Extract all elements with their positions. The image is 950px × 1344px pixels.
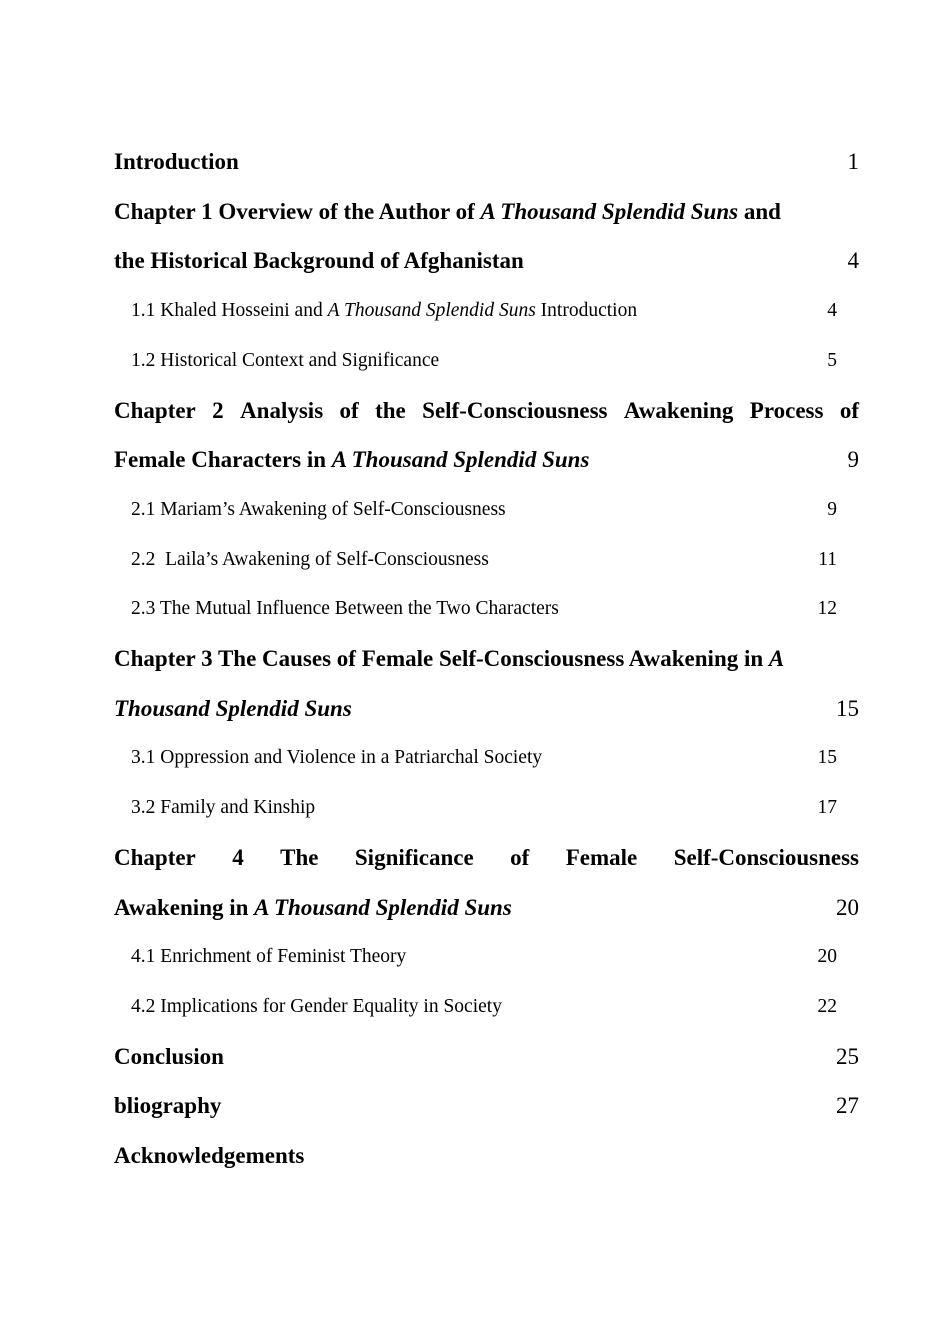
toc-title: the Historical Background of Afghanistan: [114, 248, 524, 274]
toc-title: Thousand Splendid Suns: [114, 695, 352, 721]
toc-entry-3-1[interactable]: [114, 733, 837, 783]
toc-title: 2.3 The Mutual Influence Between the Two Characters: [131, 598, 559, 620]
dot-leader: [502, 989, 817, 1012]
toc-word: Analysis: [240, 397, 324, 423]
toc-word: of: [510, 844, 530, 870]
toc-page-number: 27: [836, 1093, 859, 1119]
toc-page-number: 20: [817, 946, 837, 968]
toc-entry-chapter1-line1[interactable]: [114, 187, 859, 237]
toc-word: 2: [212, 397, 224, 423]
toc-title: Acknowledgements: [114, 1143, 305, 1169]
toc-entry-2-3[interactable]: [114, 584, 837, 634]
toc-page-number: 20: [836, 894, 859, 920]
toc-entry-chapter3-line1[interactable]: [114, 634, 859, 684]
toc-word: Significance: [354, 844, 474, 870]
toc-page-number: 4: [847, 248, 859, 274]
toc-page-number: 9: [827, 498, 837, 520]
dot-leader: [559, 591, 817, 614]
toc-title: Female Characters in A Thousand Splendid Suns: [114, 447, 590, 473]
toc-entry-2-1[interactable]: [114, 485, 837, 535]
toc-word: Female: [565, 844, 638, 870]
toc-entry-introduction[interactable]: [114, 137, 859, 187]
dot-leader: [439, 342, 826, 365]
toc-entry-chapter2-line2[interactable]: [114, 435, 859, 485]
dot-leader: [637, 293, 826, 316]
toc-entry-1-2[interactable]: [114, 336, 837, 386]
toc-title: 4.2 Implications for Gender Equality in Society: [131, 995, 502, 1017]
toc-page-number: 15: [817, 747, 837, 769]
toc-entry-1-1[interactable]: [114, 286, 837, 336]
toc-title: Awakening in A Thousand Splendid Suns: [114, 894, 512, 920]
dot-leader: [406, 939, 816, 962]
toc-word: the: [375, 397, 406, 423]
toc-entry-4-2[interactable]: [114, 982, 837, 1032]
toc-word: of: [339, 397, 359, 423]
toc-entry-bibliography[interactable]: [114, 1081, 859, 1131]
toc-entry-2-2[interactable]: [114, 535, 837, 585]
dot-leader: [542, 740, 816, 763]
toc-page-number: 15: [836, 695, 859, 721]
toc-title: Conclusion: [114, 1043, 224, 1069]
dot-leader: [489, 541, 817, 564]
toc-word: Awakening: [623, 397, 734, 423]
toc-page-number: 22: [817, 995, 837, 1017]
toc-page-number: 17: [817, 797, 837, 819]
toc-title: 3.1 Oppression and Violence in a Patriarchal Society: [131, 747, 543, 769]
dot-leader: [239, 141, 847, 169]
toc-word: Self-Consciousness: [673, 844, 859, 870]
dot-leader: [221, 1086, 835, 1114]
toc-entry-chapter1-line2[interactable]: [114, 236, 859, 286]
dot-leader: [315, 790, 816, 813]
toc-entry-conclusion[interactable]: [114, 1032, 859, 1082]
toc-title: Introduction: [114, 149, 239, 174]
toc-title: 1.1 Khaled Hosseini and A Thousand Splendid Suns Introduction: [131, 300, 638, 322]
toc-title: 4.1 Enrichment of Feminist Theory: [131, 946, 407, 968]
toc-word: Self-Consciousness: [422, 397, 608, 423]
dot-leader: [224, 1036, 835, 1064]
toc-entry-3-2[interactable]: [114, 783, 837, 833]
toc-entry-chapter3-line2[interactable]: [114, 684, 859, 734]
toc-page-number: 12: [817, 598, 837, 620]
toc-title: 2.1 Mariam’s Awakening of Self-Consciousness: [131, 498, 506, 520]
dot-leader: [352, 688, 835, 716]
dot-leader: [589, 440, 846, 468]
toc-page-number: 9: [847, 447, 859, 473]
table-of-contents: [114, 137, 859, 1181]
dot-leader: [506, 492, 827, 515]
toc-word: of: [839, 397, 859, 423]
toc-title: Chapter 3 The Causes of Female Self-Consciousness Awakening in A: [114, 646, 785, 672]
toc-page-number: 4: [827, 300, 837, 322]
toc-word: Chapter: [114, 397, 196, 423]
toc-word: Process: [749, 397, 824, 423]
toc-title: Chapter 1 Overview of the Author of A Thousand Splendid Suns and: [114, 198, 781, 224]
toc-word: The: [280, 844, 319, 870]
toc-entry-acknowledgements[interactable]: [114, 1131, 859, 1181]
toc-entry-4-1[interactable]: [114, 932, 837, 982]
toc-word: 4: [232, 844, 244, 870]
toc-title: bliography: [114, 1093, 222, 1119]
toc-entry-chapter2-line1[interactable]: [114, 386, 859, 436]
toc-page-number: 25: [836, 1043, 859, 1069]
dot-leader: [524, 241, 847, 269]
toc-title: 1.2 Historical Context and Significance: [131, 349, 440, 371]
toc-title: 2.2 Laila’s Awakening of Self-Consciousness: [131, 548, 489, 570]
toc-page-number: 5: [827, 349, 837, 371]
toc-title: 3.2 Family and Kinship: [131, 797, 316, 819]
dot-leader: [512, 887, 835, 915]
toc-entry-chapter4-line2[interactable]: [114, 883, 859, 933]
toc-word: Chapter: [114, 844, 196, 870]
toc-entry-chapter4-line1[interactable]: [114, 833, 859, 883]
toc-page-number: 11: [818, 548, 837, 570]
toc-page-number: 1: [847, 149, 859, 174]
